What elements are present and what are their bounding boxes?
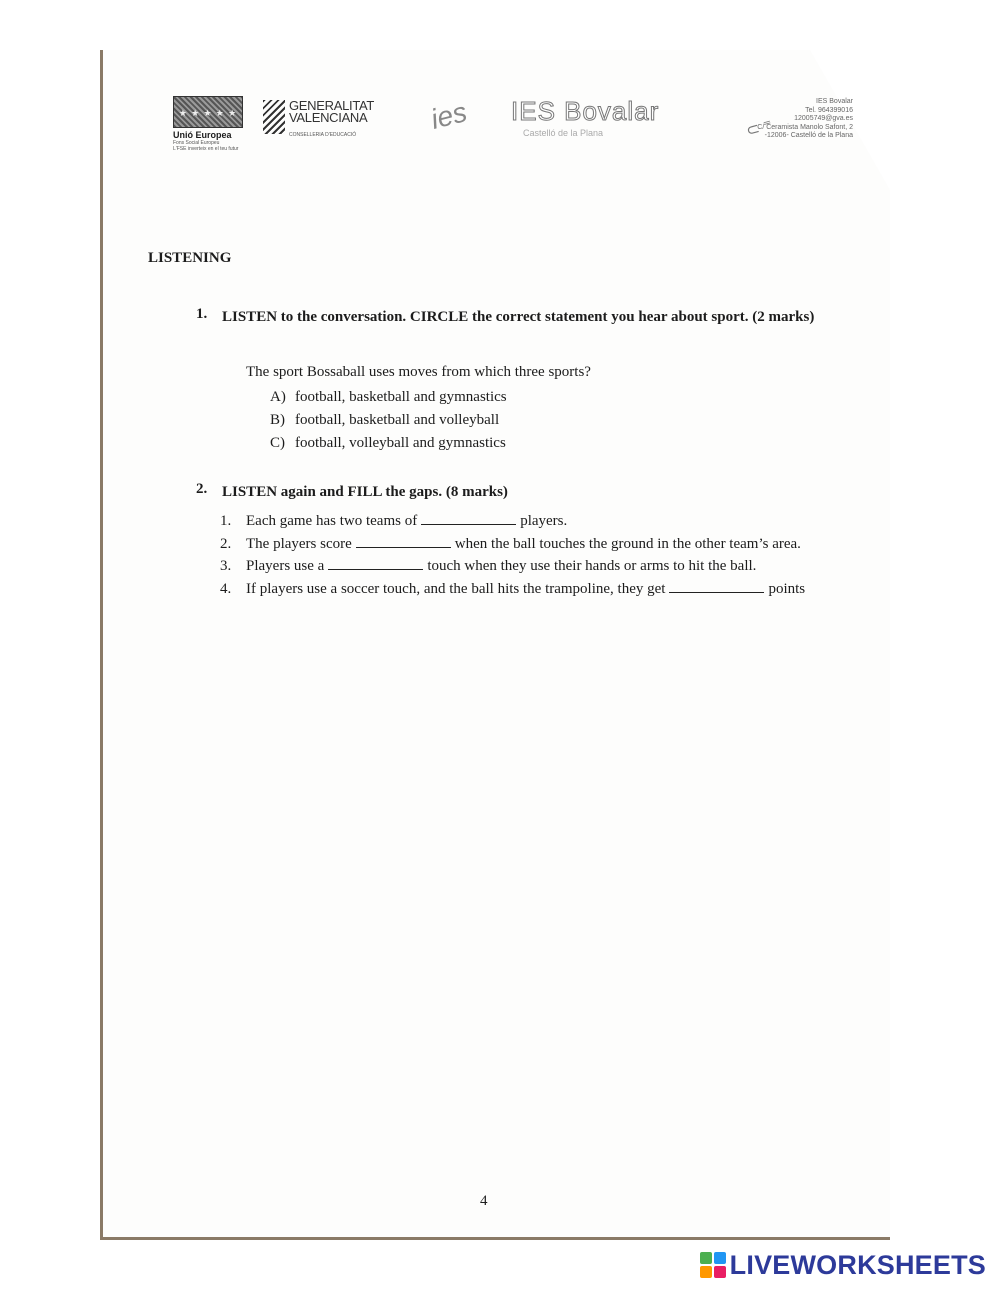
logo-square (714, 1266, 726, 1278)
gap-input[interactable] (356, 533, 451, 548)
option-text: football, basketball and volleyball (295, 412, 500, 428)
page-number: 4 (480, 1193, 488, 1209)
option-letter: A) (270, 389, 286, 405)
eu-sub: Fons Social Europeu (173, 140, 220, 146)
gap-item (220, 510, 840, 533)
gap-text-after: when the ball touches the ground in the other team’s area. (454, 535, 801, 552)
gap-input[interactable] (669, 578, 764, 593)
liveworksheets-brand[interactable] (700, 1250, 986, 1280)
gap-text-before: The players score (246, 535, 352, 552)
option-text: football, basketball and gymnastics (295, 389, 507, 405)
generalitat-title-1: GENERALITAT (289, 98, 375, 113)
address-line: -12006- Castelló de la Plana (764, 132, 853, 139)
eu-note: L'FSE inverteix en el teu futur (173, 146, 239, 152)
question-1-prompt: The sport Bossaball uses moves from which three sports? (246, 364, 591, 380)
eu-name: Unió Europea (173, 130, 232, 140)
gap-item-number: 1. (220, 513, 232, 529)
eu-logo (173, 96, 247, 152)
question-number: 1. (196, 306, 208, 322)
answer-option[interactable] (270, 386, 507, 409)
gap-item (220, 533, 840, 556)
answer-options (270, 386, 507, 455)
gap-item-number: 2. (220, 535, 232, 552)
brand-name: LIVEWORKSHEETS (729, 1249, 986, 1280)
gap-item (220, 578, 840, 601)
ies-name: IES Bovalar (511, 96, 660, 126)
worksheet-page (100, 50, 890, 1240)
gap-item-number: 4. (220, 580, 232, 597)
answer-option[interactable] (270, 432, 507, 455)
question-statement: LISTEN again and FILL the gaps. (8 marks) (222, 484, 508, 500)
logo-square (700, 1266, 712, 1278)
option-text: football, volleyball and gymnastics (295, 435, 506, 451)
address-line: 12005749@gva.es (794, 115, 853, 122)
gap-text-before: Each game has two teams of (246, 513, 418, 529)
school-address (723, 98, 853, 141)
generalitat-logo (263, 100, 383, 144)
gap-text-before: If players use a soccer touch, and the ball hits the trampoline, they get (246, 580, 666, 597)
generalitat-title-2: VALENCIANA (289, 110, 368, 125)
gap-text-after: players. (520, 513, 568, 529)
ies-tagline: Castelló de la Plana (523, 128, 604, 138)
gap-input[interactable] (421, 510, 516, 525)
answer-option[interactable] (270, 409, 507, 432)
option-letter: B) (270, 412, 285, 428)
question-number: 2. (196, 481, 208, 497)
eu-flag-icon: ★ ★ ★ ★ ★ (173, 96, 243, 128)
liveworksheets-logo-icon (700, 1252, 726, 1278)
gap-item-number: 3. (220, 558, 232, 574)
generalitat-emblem-icon (263, 100, 285, 134)
question-statement: LISTEN to the conversation. CIRCLE the correct statement you hear about sport. (2 marks) (222, 309, 815, 325)
generalitat-sub: CONSELLERIA D'EDUCACIÓ (289, 132, 357, 138)
ies-mark-icon: ies (427, 96, 470, 135)
logo-square (714, 1252, 726, 1264)
logo-square (700, 1252, 712, 1264)
option-letter: C) (270, 435, 285, 451)
section-title: LISTENING (148, 250, 232, 266)
paper-clip: ⊂ ⁼ (744, 116, 774, 141)
address-line: C/ Ceramista Manolo Safont, 2 (757, 123, 853, 131)
gap-input[interactable] (328, 555, 423, 570)
gap-text-before: Players use a (246, 558, 325, 574)
ies-logo (427, 96, 701, 156)
gap-item (220, 555, 840, 578)
school-header (173, 96, 853, 166)
address-line: IES Bovalar (816, 98, 853, 105)
address-line: Tel. 964399016 (805, 106, 853, 114)
gap-fill-list (220, 510, 840, 600)
gap-text-after: touch when they use their hands or arms to hit the ball. (427, 558, 757, 574)
gap-text-after: points (768, 580, 806, 597)
